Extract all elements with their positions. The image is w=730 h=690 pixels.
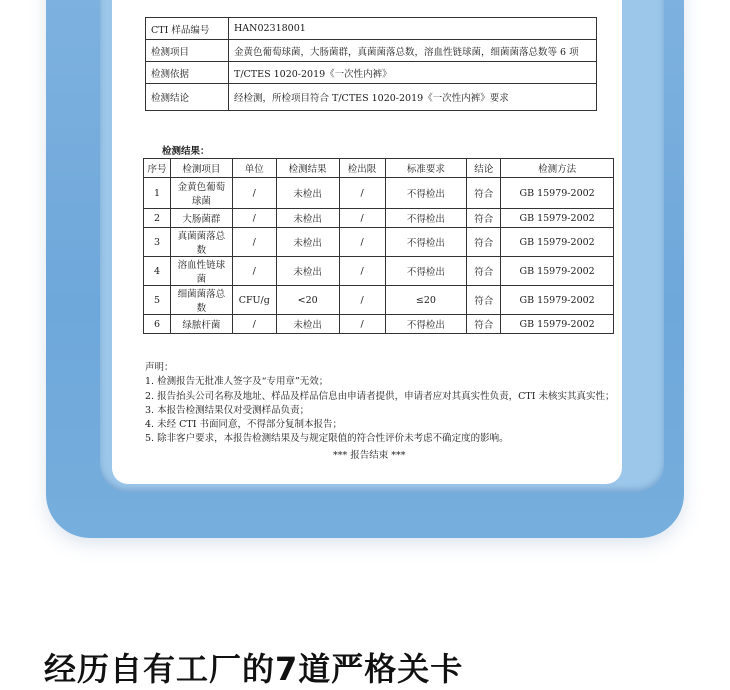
cell: 未检出	[276, 315, 339, 334]
cell: GB 15979-2002	[501, 286, 614, 315]
cell: 未检出	[276, 178, 339, 209]
info-value: 经检测，所检项目符合 T/CTES 1020-2019《一次性内裤》要求	[229, 84, 597, 111]
col-header: 检测项目	[170, 159, 232, 178]
info-key: 检测结论	[146, 84, 229, 111]
info-key: CTI 样品编号	[146, 18, 229, 40]
table-row	[144, 315, 614, 334]
note-line: 2. 报告抬头公司名称及地址、样品及样品信息由申请者提供，申请者应对其真实性负责，CTI 未核实其真实性；	[145, 390, 615, 402]
col-header: 标准要求	[385, 159, 467, 178]
table-row	[144, 228, 614, 257]
table-row	[144, 209, 614, 228]
cell: 细菌菌落总数	[170, 286, 232, 315]
cell: 符合	[467, 315, 501, 334]
cell: 未检出	[276, 228, 339, 257]
results-header-row	[144, 159, 614, 178]
cell: 未检出	[276, 209, 339, 228]
cell: /	[339, 286, 385, 315]
report-end-marker: *** 报告结束 ***	[333, 450, 406, 461]
cell: 4	[144, 257, 171, 286]
cell: 符合	[467, 286, 501, 315]
cell: CFU/g	[232, 286, 276, 315]
cell: 2	[144, 209, 171, 228]
cell: /	[339, 257, 385, 286]
cell: /	[232, 257, 276, 286]
cell: 不得检出	[385, 315, 467, 334]
col-header: 检出限	[339, 159, 385, 178]
cell: /	[339, 178, 385, 209]
cell: GB 15979-2002	[501, 178, 614, 209]
cell: 未检出	[276, 257, 339, 286]
cell: /	[232, 178, 276, 209]
col-header: 检测方法	[501, 159, 614, 178]
cell: 5	[144, 286, 171, 315]
cell: 3	[144, 228, 171, 257]
cell: /	[339, 315, 385, 334]
results-title: 检测结果：	[162, 146, 210, 157]
notes-title: 声明：	[145, 362, 174, 373]
cell: /	[339, 209, 385, 228]
note-line: 1. 检测报告无批准人签字及“专用章”无效；	[145, 376, 329, 388]
cell: 符合	[467, 178, 501, 209]
cell: 符合	[467, 228, 501, 257]
cell: /	[232, 228, 276, 257]
info-value: 金黄色葡萄球菌，大肠菌群，真菌菌落总数，溶血性链球菌，细菌菌落总数等 6 项	[229, 40, 597, 62]
cell: 6	[144, 315, 171, 334]
table-row	[144, 257, 614, 286]
cell: 1	[144, 178, 171, 209]
cell: 大肠菌群	[170, 209, 232, 228]
cell: 真菌菌落总数	[170, 228, 232, 257]
cell: 不得检出	[385, 228, 467, 257]
cell: ≤20	[385, 286, 467, 315]
cell: 符合	[467, 209, 501, 228]
info-value: T/CTES 1020-2019《一次性内裤》	[229, 62, 597, 84]
col-header: 检测结果	[276, 159, 339, 178]
col-header: 序号	[144, 159, 171, 178]
cell: 不得检出	[385, 257, 467, 286]
info-row	[146, 18, 597, 40]
cell: GB 15979-2002	[501, 257, 614, 286]
cell: <20	[276, 286, 339, 315]
info-value: HAN02318001	[229, 18, 597, 40]
info-key: 检测依据	[146, 62, 229, 84]
cell: GB 15979-2002	[501, 315, 614, 334]
table-row	[144, 286, 614, 315]
info-row	[146, 84, 597, 111]
note-line: 4. 未经 CTI 书面同意，不得部分复制本报告；	[145, 419, 342, 431]
statement-notes	[145, 361, 614, 447]
info-row	[146, 40, 597, 62]
results-table	[143, 158, 614, 334]
cell: GB 15979-2002	[501, 228, 614, 257]
info-row	[146, 62, 597, 84]
col-header: 单位	[232, 159, 276, 178]
cell: 金黄色葡萄球菌	[170, 178, 232, 209]
cell: 符合	[467, 257, 501, 286]
cell: 绿脓杆菌	[170, 315, 232, 334]
section-headline: 经历自有工厂的7道严格关卡	[44, 650, 464, 688]
cell: GB 15979-2002	[501, 209, 614, 228]
note-line: 3. 本报告检测结果仅对受测样品负责；	[145, 404, 310, 416]
cell: 溶血性链球菌	[170, 257, 232, 286]
table-row	[144, 178, 614, 209]
cell: /	[232, 315, 276, 334]
cell: 不得检出	[385, 178, 467, 209]
col-header: 结论	[467, 159, 501, 178]
cell: 不得检出	[385, 209, 467, 228]
sample-info-table	[145, 17, 597, 111]
info-key: 检测项目	[146, 40, 229, 62]
note-line: 5. 除非客户要求，本报告检测结果及与规定限值的符合性评价未考虑不确定度的影响。	[145, 433, 509, 445]
cell: /	[339, 228, 385, 257]
cell: /	[232, 209, 276, 228]
